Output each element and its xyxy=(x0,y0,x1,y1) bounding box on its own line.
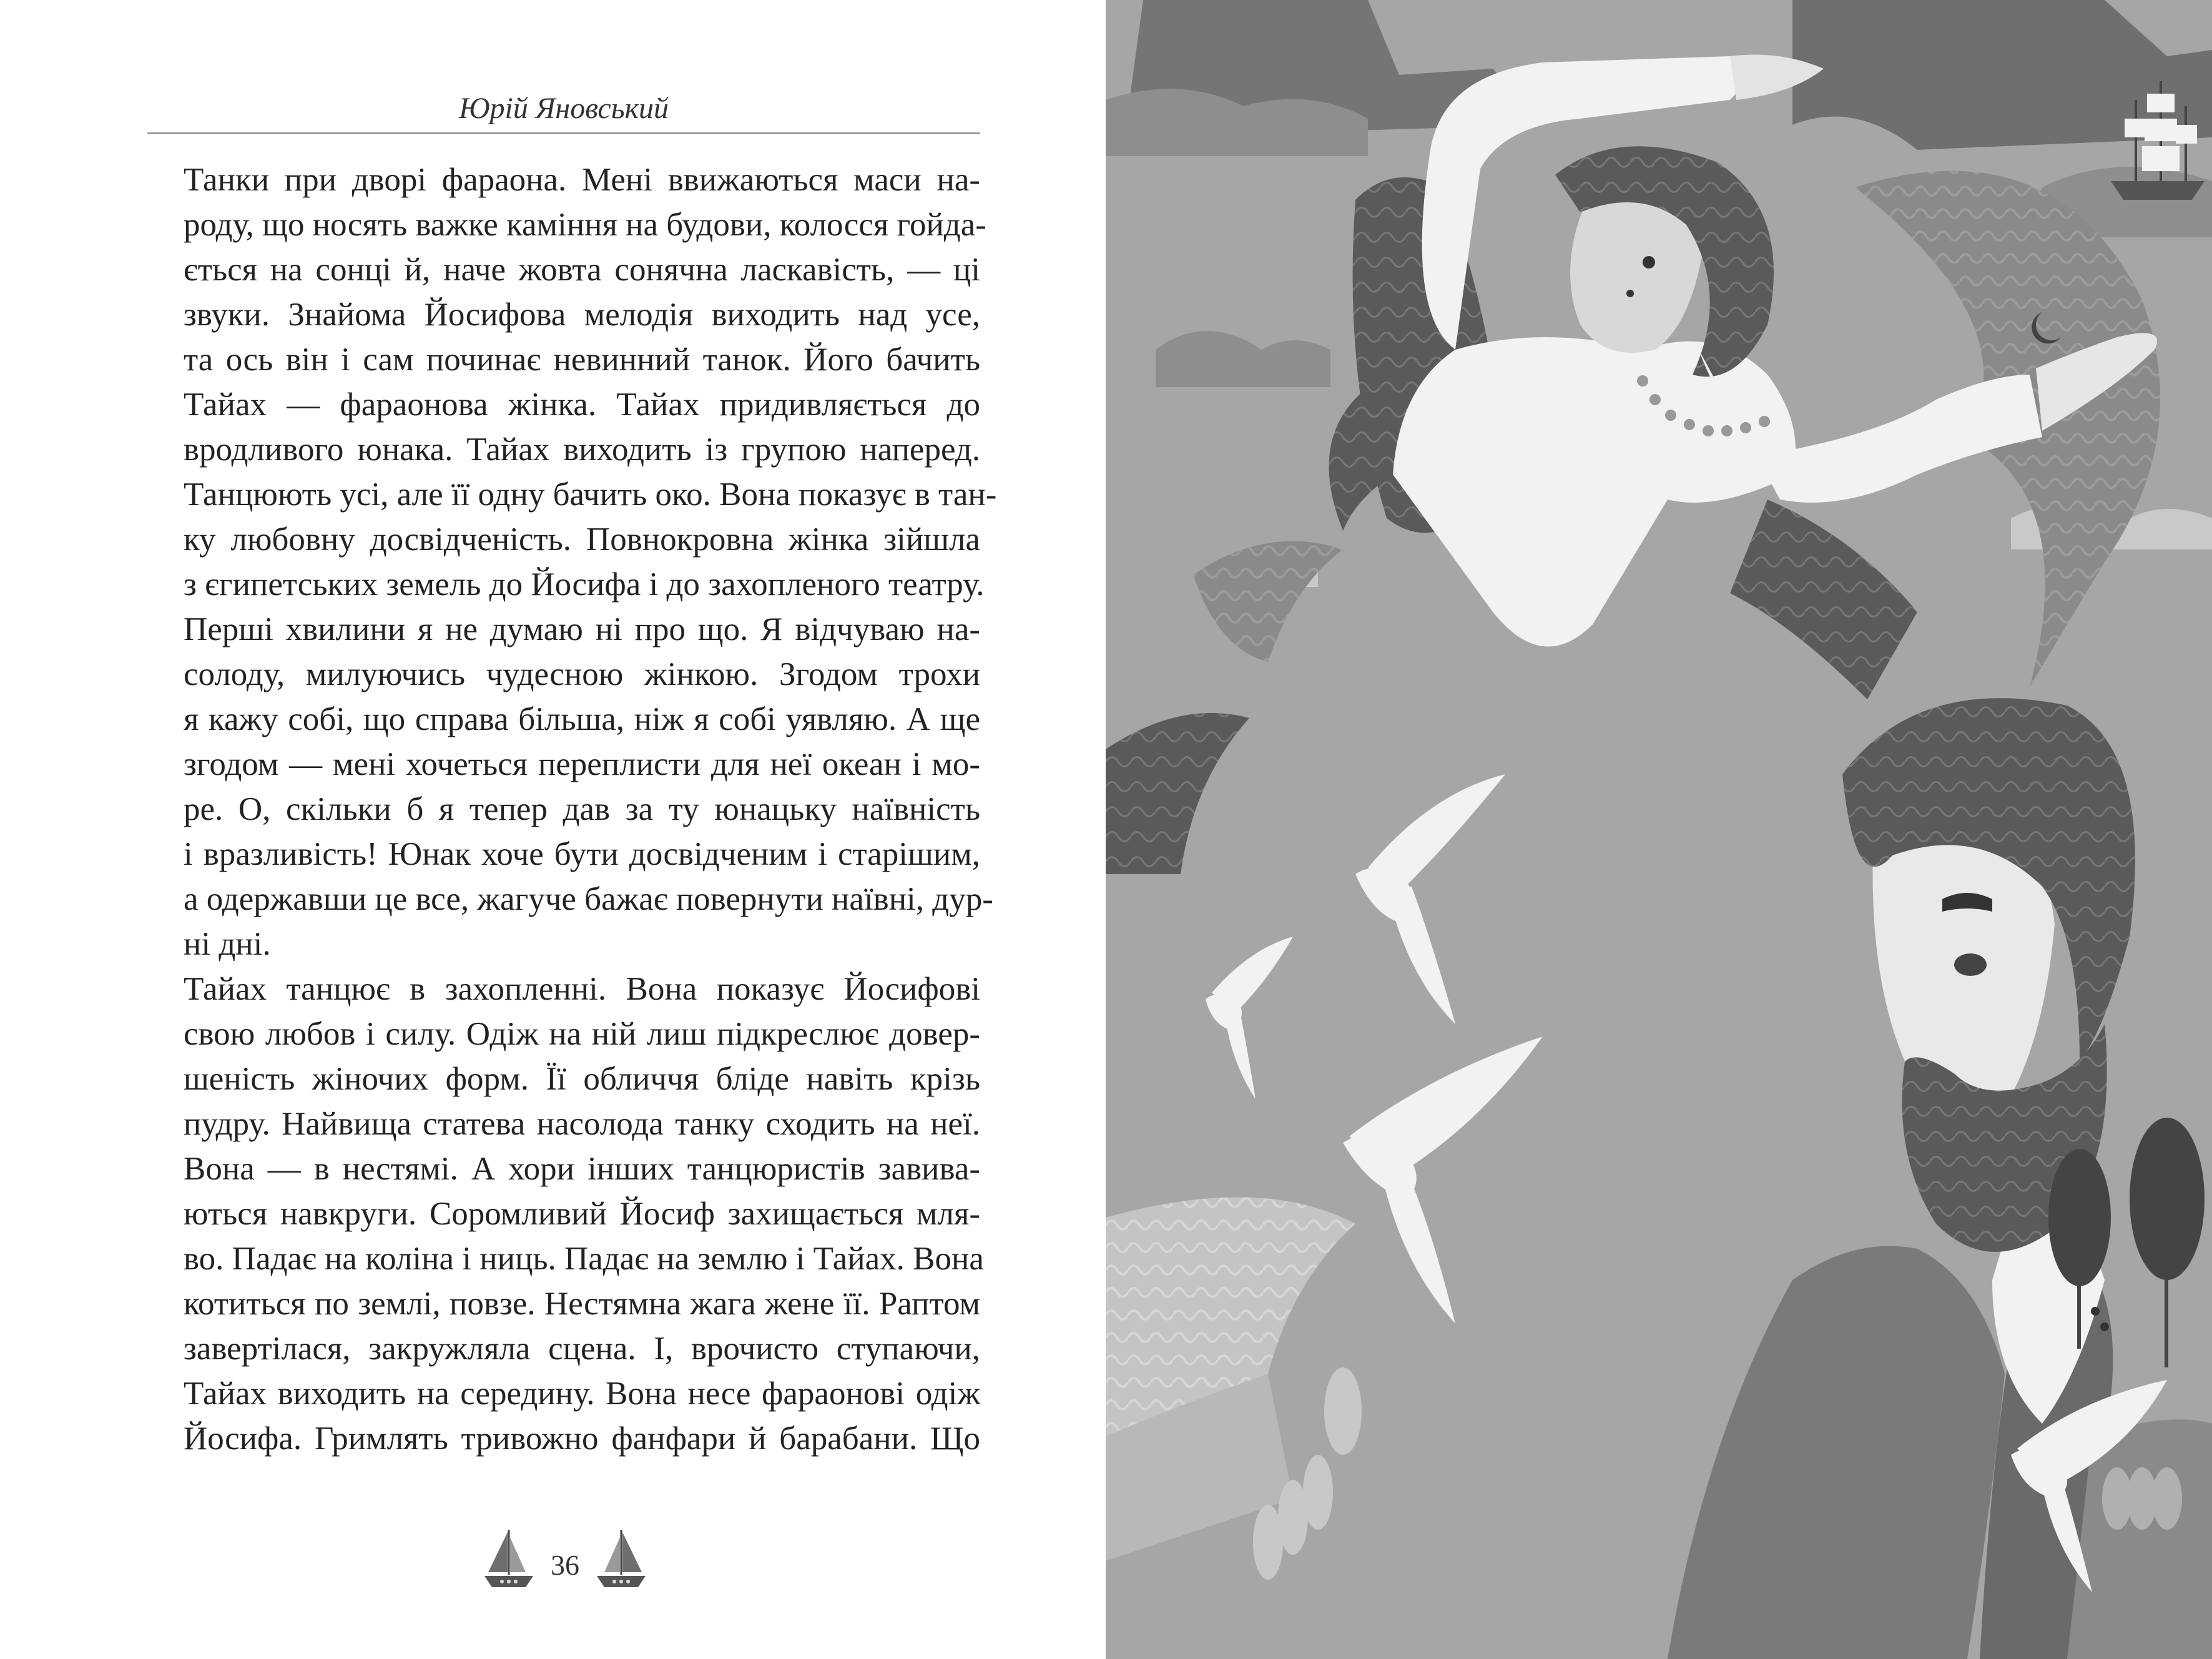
text-line: шеність жіночих форм. Її обличчя бліде навіть крізь xyxy=(184,1061,980,1097)
illustration xyxy=(1106,0,2212,1659)
text-line: во. Падає на коліна і ниць. Падає на землю і Тайах. Вона xyxy=(184,1241,984,1277)
text-line: роду, що носять важке каміння на будови, колосся гойда- xyxy=(184,207,986,243)
text-line: ються навкруги. Соромливий Йосиф захищається мля- xyxy=(184,1196,980,1232)
text-line: я кажу собі, що справа більша, ніж я собі уявляю. А ще xyxy=(184,701,980,737)
paragraph xyxy=(147,157,997,607)
text-line: звуки. Знайома Йосифова мелодія виходить над усе, xyxy=(184,297,980,333)
text-line: завертілася, закружляла сцена. І, врочисто ступаючи, xyxy=(184,1331,980,1367)
text-line: ється на сонці й, наче жовта сонячна ласкавість, — ці xyxy=(184,252,980,288)
text-line: солоду, милуючись чудесною жінкою. Згодом трохи xyxy=(184,656,980,692)
text-line: вродливого юнака. Тайах виходить із групою наперед. xyxy=(184,431,980,468)
page-number: 36 xyxy=(551,1549,579,1581)
text-line: ні дні. xyxy=(184,926,271,962)
text-line: пудру. Найвища статева насолода танку сходить на неї. xyxy=(184,1106,980,1142)
text-line: з єгипетських земель до Йосифа і до захопленого театру. xyxy=(184,566,985,603)
text-line: Танки при дворі фараона. Мені ввижаються маси на- xyxy=(184,162,980,198)
text-line: та ось він і сам починає невинний танок. Його бачить xyxy=(184,342,980,378)
text-line: свою любов і силу. Одіж на ній лиш підкреслює довер- xyxy=(184,1016,980,1052)
text-line: згодом — мені хочеться переплисти для неї океан і мо- xyxy=(184,746,980,782)
text-line: ку любовну досвідченість. Повнокровна жінка зійшла xyxy=(184,521,980,558)
text-line: Тайах танцює в захопленні. Вона показує Йосифові xyxy=(184,971,980,1007)
sailboat-icon xyxy=(593,1524,649,1592)
text-line: Перші хвилини я не думаю ні про що. Я відчуваю на- xyxy=(184,611,980,647)
header-rule xyxy=(147,132,980,134)
text-line: Танцюють усі, але її одну бачить око. Вона показує в тан- xyxy=(184,476,997,513)
text-line: і вразливість! Юнак хоче бути досвідченим і старішим, xyxy=(184,836,980,872)
text-line: Йосифа. Гримлять тривожно фанфари й барабани. Що xyxy=(184,1420,980,1457)
illustration-page xyxy=(1106,0,2212,1659)
paragraph xyxy=(147,967,984,1461)
trees xyxy=(2102,1467,2182,1530)
text-line: ре. О, скільки б я тепер дав за ту юнацьку наївність xyxy=(184,791,980,827)
page-number-footer xyxy=(481,1524,649,1605)
text-line: котиться по землі, повзе. Нестямна жага жене її. Раптом xyxy=(184,1286,980,1322)
body-text xyxy=(147,157,997,1461)
text-line: Тайах виходить на середину. Вона несе фараонові одіж xyxy=(184,1376,980,1412)
paragraph xyxy=(147,607,993,967)
text-line: Тайах — фараонова жінка. Тайах придивляється до xyxy=(184,386,980,423)
text-line: а одержавши це все, жагуче бажає повернути наївні, дур- xyxy=(184,881,993,917)
sailboat-icon xyxy=(481,1524,537,1592)
text-line: Вона — в нестямі. А хори інших танцюристів завива- xyxy=(184,1151,980,1187)
running-head-author: Юрій Яновський xyxy=(458,92,669,125)
